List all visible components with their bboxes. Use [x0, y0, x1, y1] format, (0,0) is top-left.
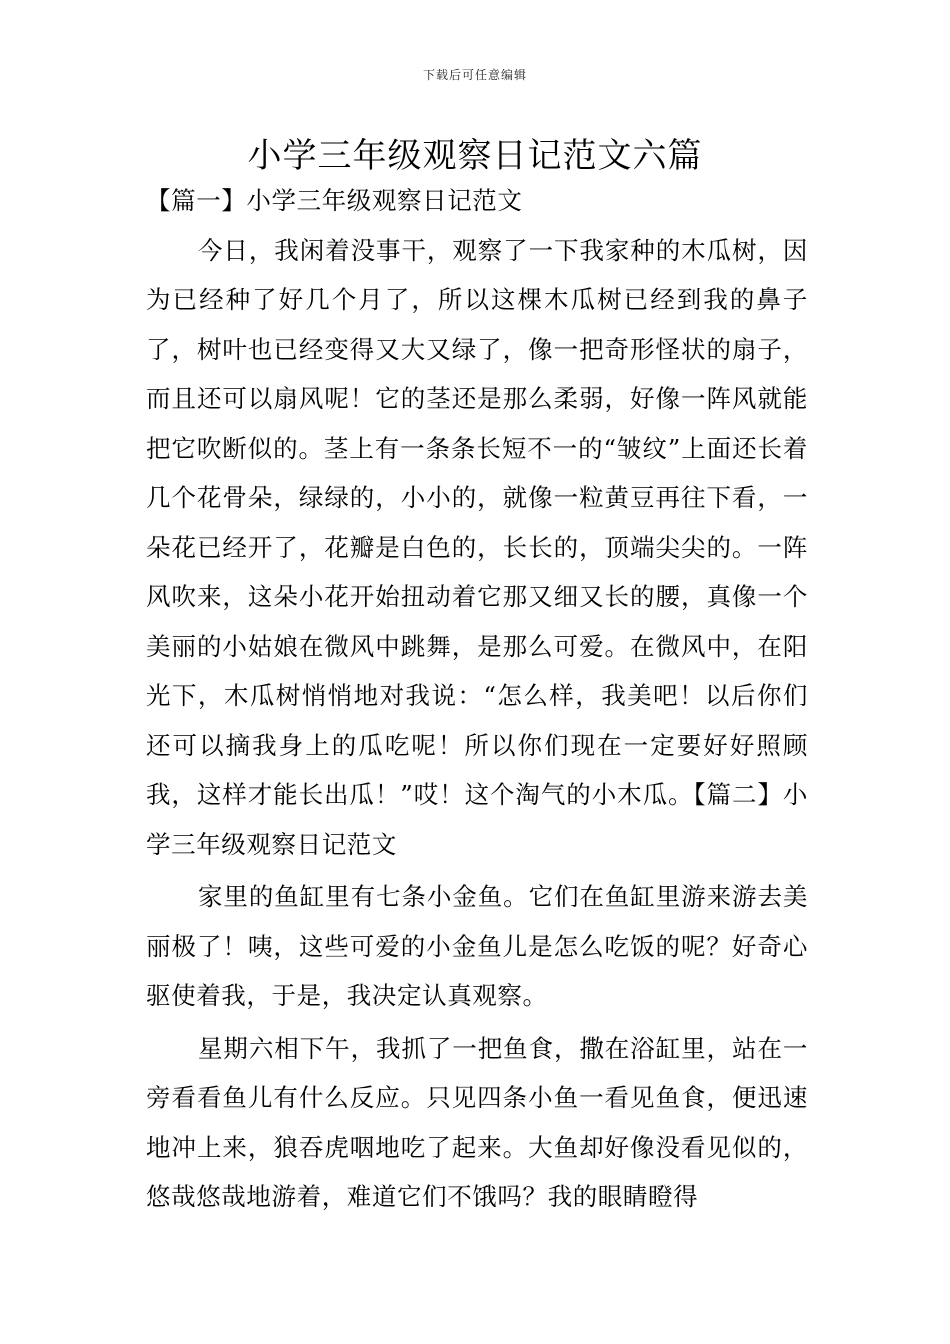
section-heading: 【篇一】小学三年级观察日记范文	[146, 186, 523, 215]
paragraph: 今日，我闲着没事干，观察了一下我家种的木瓜树，因为已经种了好几个月了，所以这棵木瓜树已经到我的鼻子了，树叶也已经变得又大又绿了，像一把奇形怪状的扇子，而且还可以扇风呢！它的茎还是那么柔弱，好像一阵风就能把它吹断似的。茎上有一条条长短不一的“皱纹”上面还长着几个花骨朵，绿绿的，小小的，就像一粒黄豆再往下看，一朵花已经开了，花瓣是白色的，长长的，顶端尖尖的。一阵风吹来，这朵小花开始扭动着它那又细又长的腰，真像一个美丽的小姑娘在微风中跳舞，是那么可爱。在微风中，在阳光下，木瓜树悄悄地对我说：“怎么样，我美吧！以后你们还可以摘我身上的瓜吃呢！所以你们现在一定要好好照顾我，这样才能长出瓜！”哎！这个淘气的小木瓜。【篇二】小学三年级观察日记范文	[146, 235, 808, 859]
paragraph: 家里的鱼缸里有七条小金鱼。它们在鱼缸里游来游去美丽极了！咦，这些可爱的小金鱼儿是怎么吃饭的呢？好奇心驱使着我，于是，我决定认真观察。	[146, 882, 808, 1010]
document-body	[146, 176, 808, 1222]
document-title: 小学三年级观察日记范文六篇	[247, 136, 703, 176]
paragraph: 星期六相下午，我抓了一把鱼食，撒在浴缸里，站在一旁看看鱼儿有什么反应。只见四条小鱼一看见鱼食，便迅速地冲上来，狼吞虎咽地吃了起来。大鱼却好像没看见似的，悠哉悠哉地游着，难道它们不饿吗？我的眼睛瞪得	[146, 1033, 808, 1211]
header-note: 下载后可任意编辑	[422, 68, 527, 82]
